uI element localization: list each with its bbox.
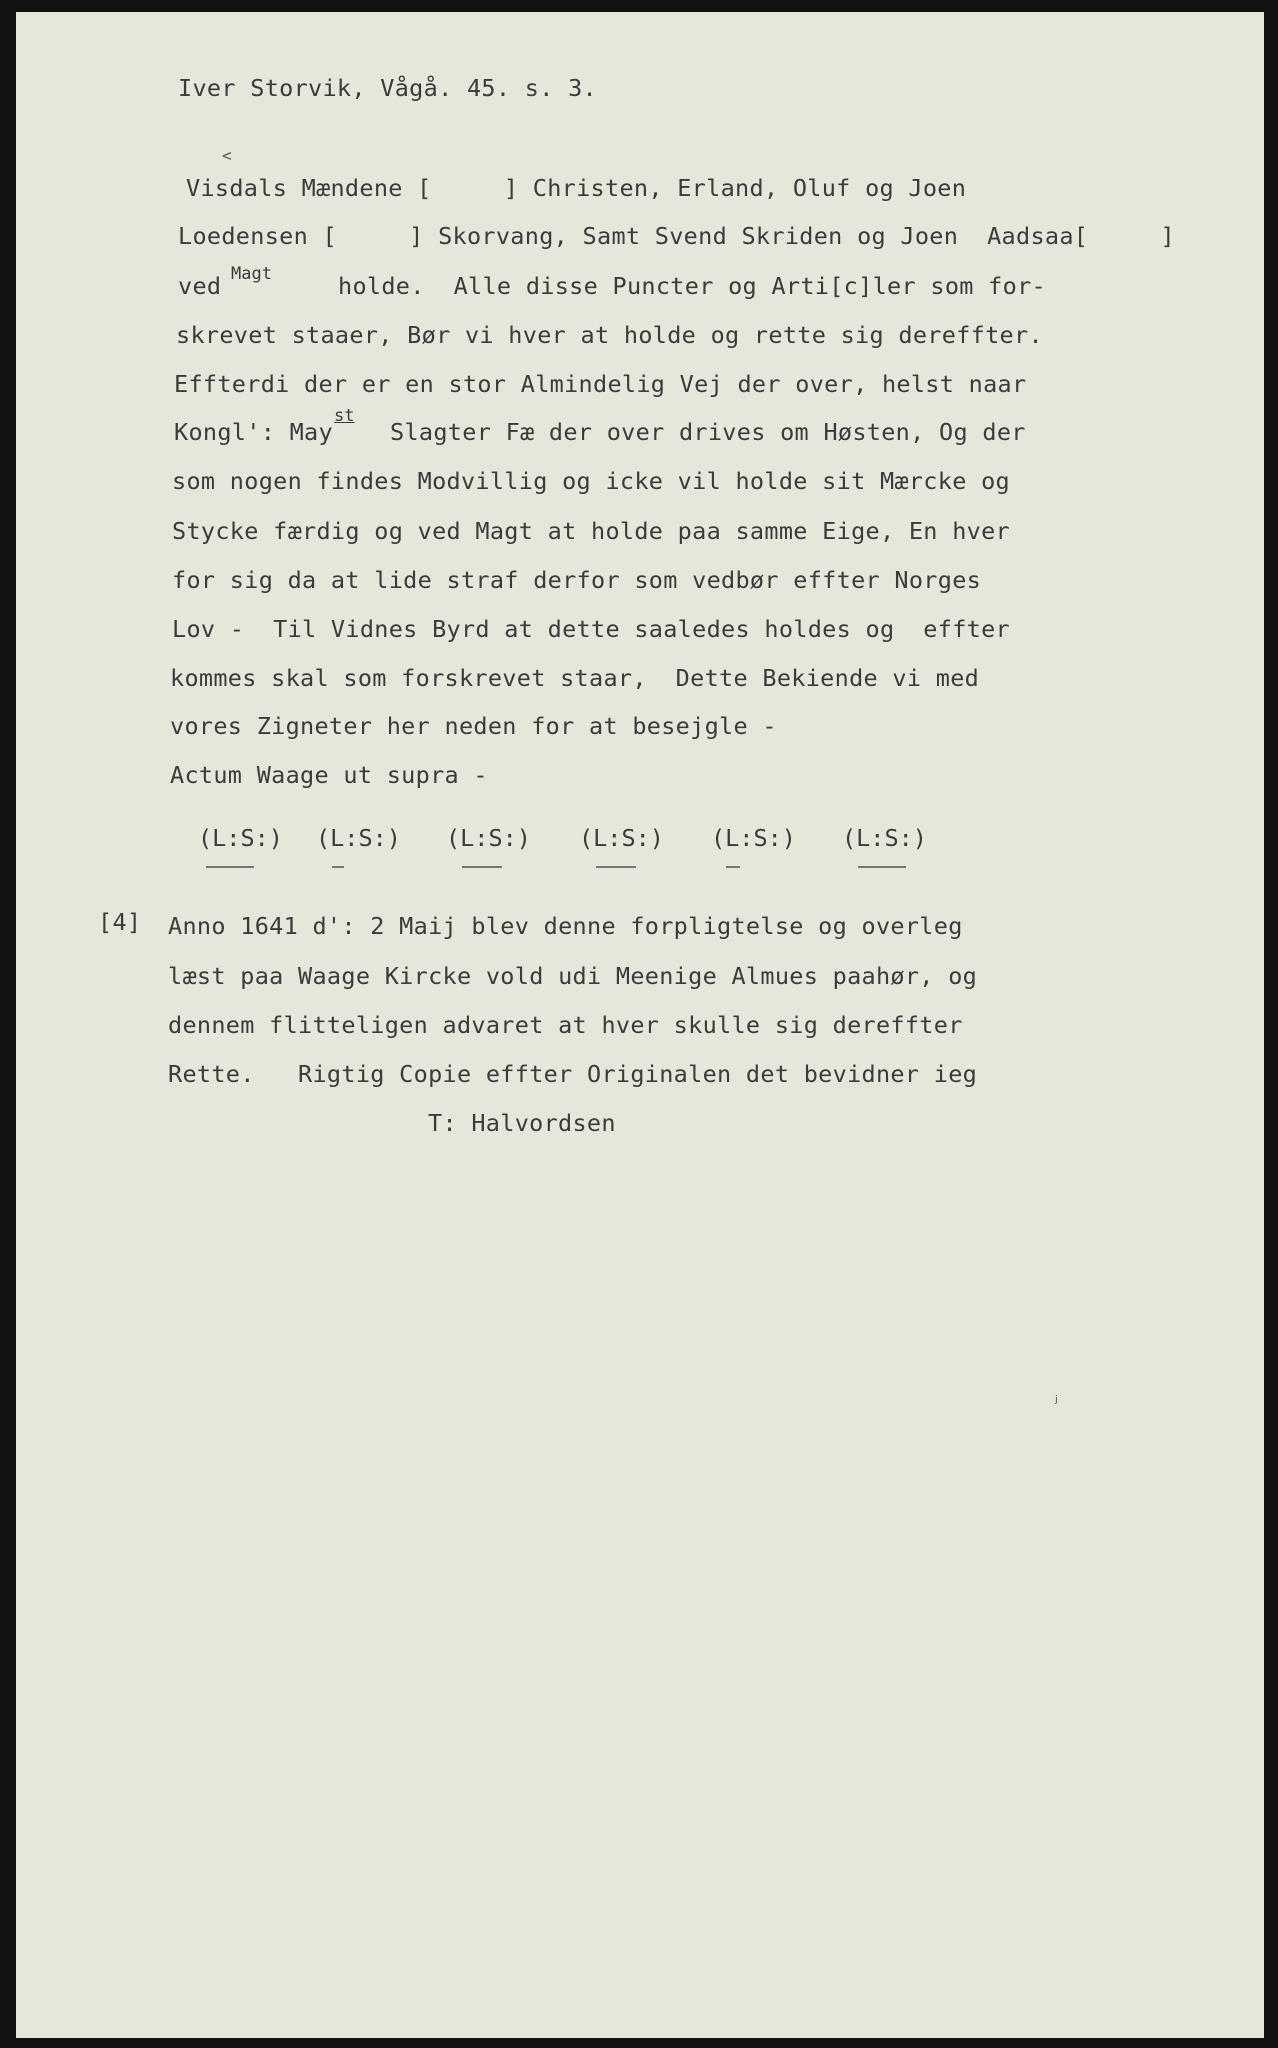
seal-dash xyxy=(332,866,344,868)
mayst-superscript: st xyxy=(334,406,355,426)
seal-1: (L:S:) xyxy=(198,824,283,852)
body-line-11: kommes skal som forskrevet staar, Dette Bekiende vi med xyxy=(170,664,980,692)
signature: T: Halvordsen xyxy=(428,1109,616,1137)
body-line-9: for sig da at lide straf derfor som vedbør effter Norges xyxy=(172,566,982,594)
body-line-6: Kongl': May xyxy=(174,418,333,446)
closing-line-2: læst paa Waage Kircke vold udi Meenige Almues paahør, og xyxy=(168,962,978,990)
document-header: Iver Storvik, Vågå. 45. s. 3. xyxy=(178,74,597,102)
body-line-1: Visdals Mændene [ ] Christen, Erland, Oluf og Joen xyxy=(186,174,967,202)
seal-dash xyxy=(726,866,740,868)
body-line-3b: holde. Alle disse Puncter og Arti[c]ler som for- xyxy=(338,272,1046,300)
specks: ⱼ xyxy=(1051,1387,1061,1406)
body-line-10: Lov - Til Vidnes Byrd at dette saaledes holdes og effter xyxy=(172,615,1010,643)
body-line-5: Effterdi der er en stor Almindelig Vej der over, helst naar xyxy=(174,370,1027,398)
body-line-2: Loedensen [ ] Skorvang, Samt Svend Skriden og Joen Aadsaa[ ] xyxy=(178,222,1175,250)
seal-3: (L:S:) xyxy=(446,824,531,852)
seal-dash xyxy=(596,866,636,868)
closing-line-4: Rette. Rigtig Copie effter Originalen det bevidner ieg xyxy=(168,1060,978,1088)
magt-superscript: Magt xyxy=(231,264,272,284)
body-line-4: skrevet staaer, Bør vi hver at holde og rette sig dereffter. xyxy=(176,321,1043,349)
seal-6: (L:S:) xyxy=(842,824,927,852)
body-line-12: vores Zigneter her neden for at besejgle - xyxy=(170,712,777,740)
closing-line-3: dennem flitteligen advaret at hver skulle sig dereffter xyxy=(168,1011,963,1039)
footnote-marker: [4] xyxy=(98,908,142,936)
seal-4: (L:S:) xyxy=(579,824,664,852)
body-line-7: som nogen findes Modvillig og icke vil holde sit Mærcke og xyxy=(172,467,1010,495)
seal-5: (L:S:) xyxy=(711,824,796,852)
body-line-13: Actum Waage ut supra - xyxy=(170,761,488,789)
seal-2: (L:S:) xyxy=(316,824,401,852)
closing-line-1: Anno 1641 d': 2 Maij blev denne forpligtelse og overleg xyxy=(168,912,963,940)
seal-row xyxy=(16,824,1264,864)
body-line-6b: Slagter Fæ der over drives om Høsten, Og der xyxy=(390,418,1026,446)
seal-dash xyxy=(858,866,906,868)
caret-mark: < xyxy=(222,146,232,165)
seal-dash xyxy=(462,866,502,868)
document-page xyxy=(16,12,1264,2038)
seal-dash xyxy=(206,866,254,868)
body-line-3: ved xyxy=(178,272,222,300)
body-line-8: Stycke færdig og ved Magt at holde paa samme Eige, En hver xyxy=(172,517,1010,545)
